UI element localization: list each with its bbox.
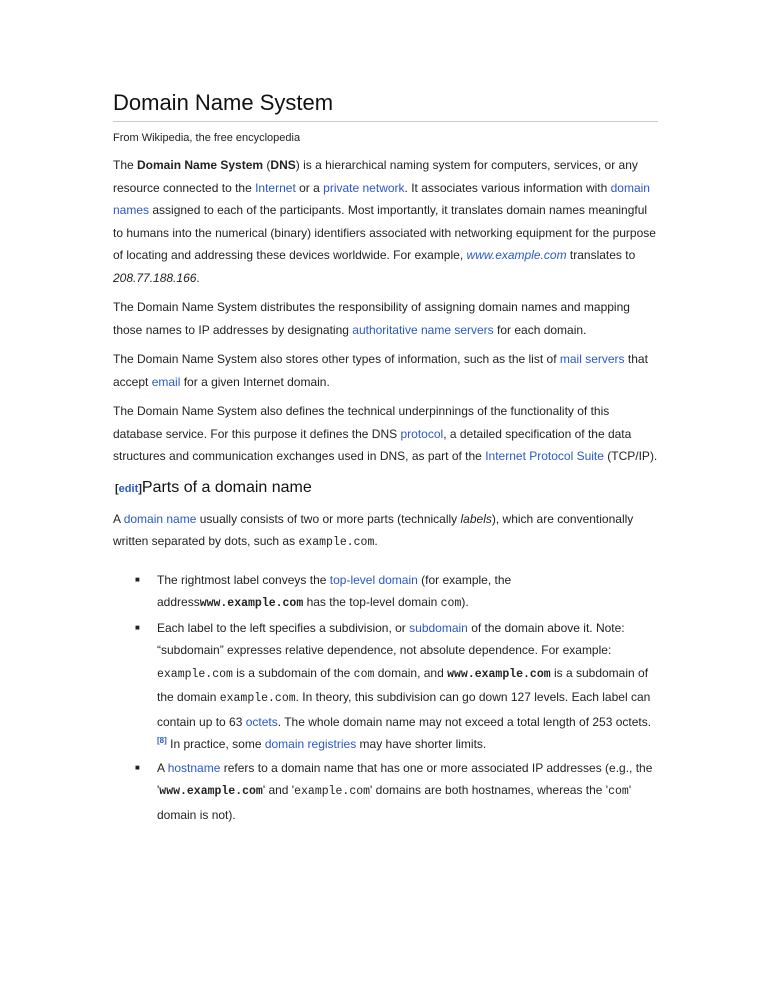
article-content [113,88,658,827]
section-heading-text: Parts of a domain name [141,478,312,496]
square-bullet-icon: ■ [135,622,140,632]
link-domain-name[interactable]: domain name [123,511,197,526]
bold-term-dns: DNS [270,158,296,172]
list-item: ■ Each label to the left specifies a subdivision, or subdomain of the domain above it. Note: “subdomain” expresses relative dependence, not absolute dependence. For example: example.com is a subdomain of the com domain, and www.example.com is a subdomain of the domain example.com. In theory, this subdivision can go down 127 levels. Each label can contain up to 63 octets. The whole domain name may not exceed a total length of 253 octets. [8] In practice, some domain registries may have shorter limits. [113,617,658,756]
link-mail-servers[interactable]: mail servers [559,352,625,366]
link-authoritative-name-servers[interactable]: authoritative name servers [352,322,494,337]
intro-paragraph-4: The Domain Name System also defines the technical underpinnings of the functionality of this database service. For this purpose it defines the DNS protocol, a detailed specification of the data structures and communication exchanges used in DNS, as part of the Internet Protocol Suite (TCP/IP). [113,404,658,463]
ip-address-example: 208.77.188.166 [113,270,197,285]
page-subtitle: From Wikipedia, the free encyclopedia [113,132,301,144]
section-heading-parts [115,477,658,500]
section-edit: [edit] [115,482,142,495]
link-internet-protocol-suite[interactable]: Internet Protocol Suite [485,449,604,463]
link-protocol[interactable]: protocol [400,426,444,441]
page-title: Domain Name System [113,88,658,122]
domain-parts-list [113,569,658,827]
link-email[interactable]: email [151,374,181,389]
intro-paragraph-2: The Domain Name System distributes the responsibility of assigning domain names and mapping those names to IP addresses by designating authoritative name servers for each domain. [113,300,630,337]
link-top-level-domain[interactable]: top-level domain [329,572,418,587]
link-octets[interactable]: octets [245,714,278,729]
list-item: ■ The rightmost label conveys the top-level domain (for example, the addresswww.example.com has the top-level domain com). [113,569,658,616]
link-hostname[interactable]: hostname [167,760,221,775]
square-bullet-icon: ■ [135,762,140,772]
square-bullet-icon: ■ [135,574,140,584]
link-domain-names[interactable]: domain names [113,180,650,217]
link-internet[interactable]: Internet [255,180,296,195]
link-private-network[interactable]: private network [323,180,405,195]
edit-link[interactable]: edit [118,482,139,495]
intro-paragraph-3: The Domain Name System also stores other types of information, such as the list of mail servers that accept email for a given Internet domain. [113,352,648,389]
section-paragraph-1: A domain name usually consists of two or more parts (technically labels), which are conventionally written separated by dots, such as example.com. [113,511,634,549]
citation-link[interactable]: [8] [157,736,167,745]
link-subdomain[interactable]: subdomain [409,620,468,635]
bold-term-dns-full: Domain Name System [137,158,264,172]
link-domain-registries[interactable]: domain registries [264,737,357,751]
list-item: ■ A hostname refers to a domain name that has one or more associated IP addresses (e.g., the 'www.example.com' and 'example.com' domains are both hostnames, whereas the 'com' domain is not). [113,757,658,827]
intro-paragraph-1: The Domain Name System (DNS) is a hierarchical naming system for computers, services, or any resource connected to the Internet or a private network. It associates various information with domain names assigned to each of the participants. Most importantly, it translates domain names meaningful to humans into the numerical (binary) identifiers associated with networking equipment for the purpose of locating and addressing these devices worldwide. For example, www.example.com translates to 208.77.188.166. [113,158,656,285]
link-www-example-com[interactable]: www.example.com [466,248,567,262]
citation-8 [157,736,167,745]
